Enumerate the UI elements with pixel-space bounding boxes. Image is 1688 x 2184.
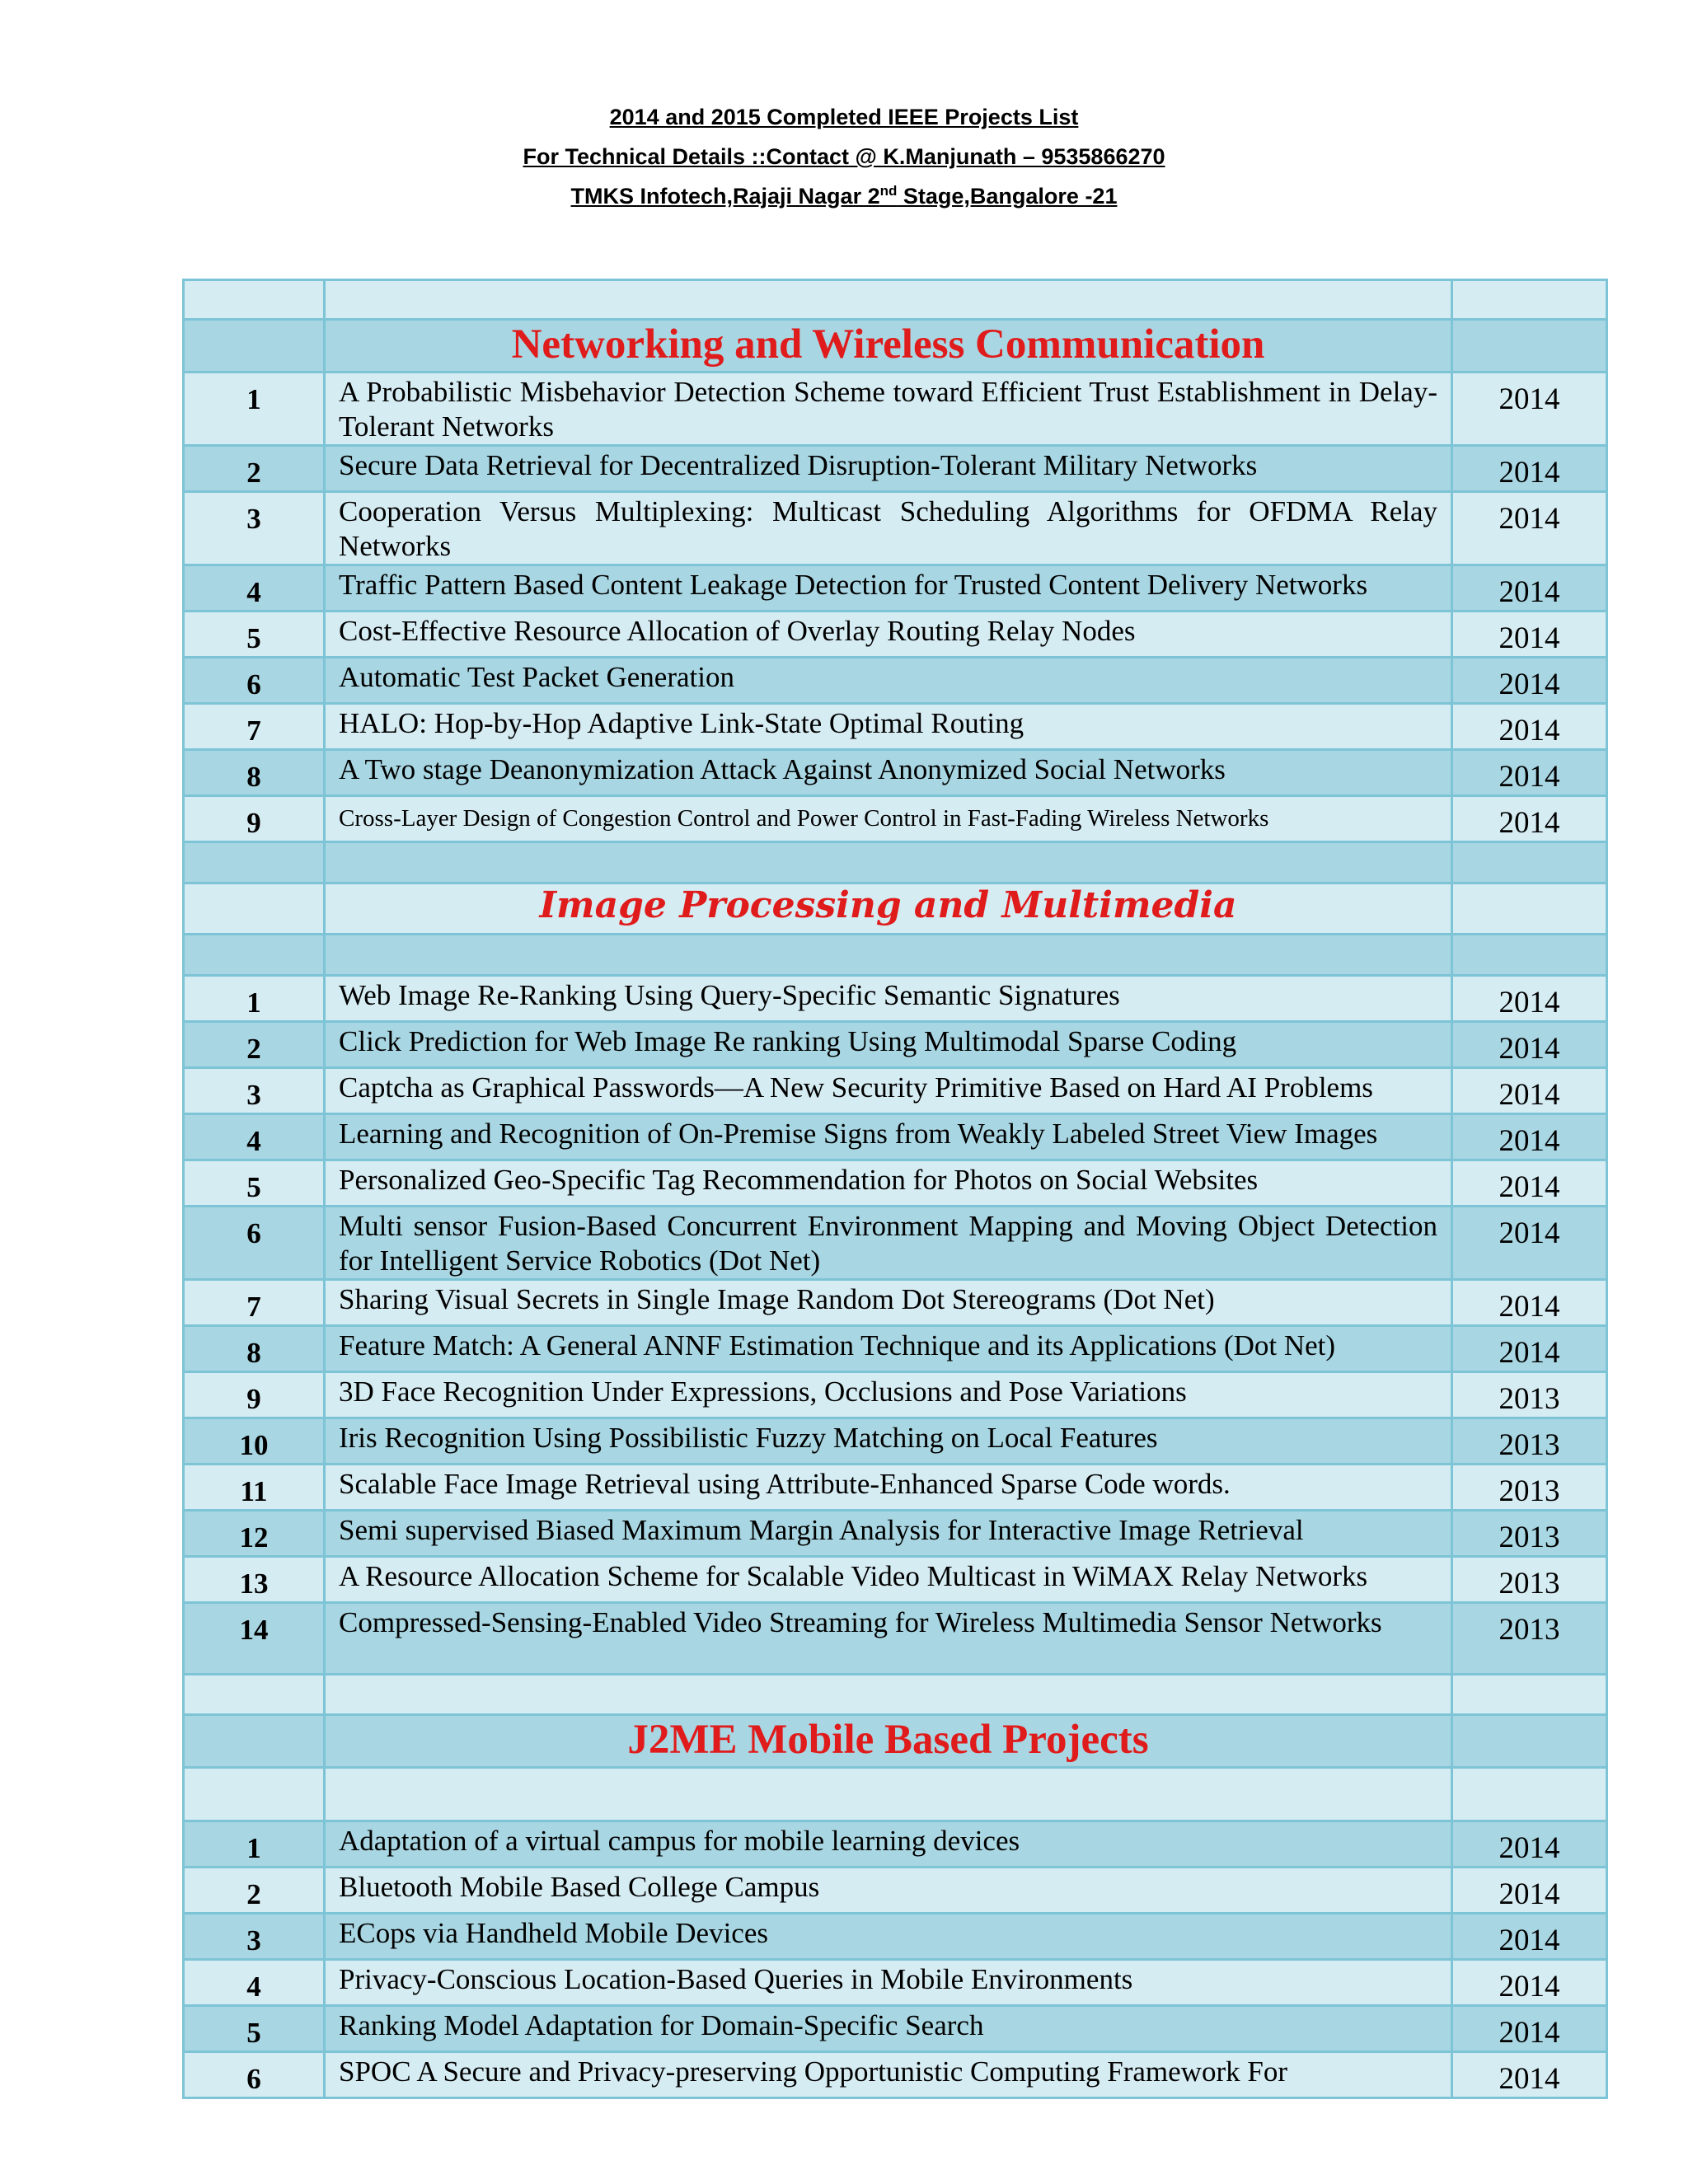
project-title: Click Prediction for Web Image Re ranking Using Multimodal Sparse Coding [325, 1022, 1452, 1068]
row-number: 4 [184, 565, 325, 612]
project-year: 2014 [1452, 796, 1607, 842]
table-row [184, 658, 1607, 704]
table-row [184, 492, 1607, 565]
row-number: 4 [184, 1960, 325, 2006]
row-number: 2 [184, 1868, 325, 1914]
spacer-row [184, 1675, 1607, 1715]
project-year: 2014 [1452, 1022, 1607, 1068]
table-row [184, 612, 1607, 658]
spacer-row [184, 935, 1607, 976]
header-contact: For Technical Details ::Contact @ K.Manjunath – 9535866270 [523, 144, 1165, 169]
table-row [184, 1914, 1607, 1960]
project-year: 2014 [1452, 658, 1607, 704]
section-title-image-processing: Image Processing and Multimedia [325, 883, 1452, 935]
spacer-row [184, 280, 1607, 320]
project-title: Iris Recognition Using Possibilistic Fuzzy Matching on Local Features [325, 1418, 1452, 1465]
project-year: 2013 [1452, 1465, 1607, 1511]
table-row [184, 1603, 1607, 1675]
spacer-row [184, 1768, 1607, 1821]
project-title: Scalable Face Image Retrieval using Attribute-Enhanced Sparse Code words. [325, 1465, 1452, 1511]
project-title: Personalized Geo-Specific Tag Recommendation for Photos on Social Websites [325, 1160, 1452, 1207]
row-number: 11 [184, 1465, 325, 1511]
project-title: Cooperation Versus Multiplexing: Multicast Scheduling Algorithms for OFDMA Relay Networks [325, 492, 1452, 565]
project-title: A Resource Allocation Scheme for Scalable Video Multicast in WiMAX Relay Networks [325, 1557, 1452, 1603]
table-row [184, 1372, 1607, 1418]
row-number: 5 [184, 2006, 325, 2052]
section-title-j2me: J2ME Mobile Based Projects [325, 1715, 1452, 1768]
table-row [184, 1068, 1607, 1114]
table-row [184, 1160, 1607, 1207]
row-number: 10 [184, 1418, 325, 1465]
address-main: TMKS Infotech,Rajaji Nagar 2 [570, 184, 880, 209]
project-year: 2014 [1452, 446, 1607, 492]
row-number: 7 [184, 1280, 325, 1326]
table-row [184, 796, 1607, 842]
project-title: Cost-Effective Resource Allocation of Overlay Routing Relay Nodes [325, 612, 1452, 658]
row-number: 5 [184, 1160, 325, 1207]
project-title: Ranking Model Adaptation for Domain-Specific Search [325, 2006, 1452, 2052]
projects-table [182, 279, 1608, 2099]
row-number: 4 [184, 1114, 325, 1160]
row-number: 12 [184, 1511, 325, 1557]
table-row [184, 1326, 1607, 1372]
table-row [184, 1114, 1607, 1160]
table-row [184, 976, 1607, 1022]
table-row [184, 1465, 1607, 1511]
project-year: 2014 [1452, 1280, 1607, 1326]
project-title: Multi sensor Fusion-Based Concurrent Environment Mapping and Moving Object Detection for Intelligent Service Robotics (Dot Net) [325, 1207, 1452, 1280]
row-number: 1 [184, 1821, 325, 1868]
table-row [184, 2052, 1607, 2098]
header-title: 2014 and 2015 Completed IEEE Projects List [609, 105, 1079, 129]
row-number: 7 [184, 704, 325, 750]
row-number: 6 [184, 658, 325, 704]
table-row [184, 446, 1607, 492]
project-year: 2014 [1452, 1821, 1607, 1868]
project-year: 2013 [1452, 1372, 1607, 1418]
row-number: 13 [184, 1557, 325, 1603]
row-number: 2 [184, 446, 325, 492]
project-year: 2014 [1452, 750, 1607, 796]
header-address [0, 176, 1688, 216]
project-title: SPOC A Secure and Privacy-preserving Opportunistic Computing Framework For [325, 2052, 1452, 2098]
row-number: 9 [184, 796, 325, 842]
section-header-row [184, 1715, 1607, 1768]
table-row [184, 565, 1607, 612]
project-year: 2014 [1452, 2006, 1607, 2052]
project-year: 2014 [1452, 612, 1607, 658]
project-title: A Probabilistic Misbehavior Detection Scheme toward Efficient Trust Establishment in Delay-Tolerant Networks [325, 373, 1452, 446]
project-year: 2013 [1452, 1418, 1607, 1465]
project-title: Sharing Visual Secrets in Single Image Random Dot Stereograms (Dot Net) [325, 1280, 1452, 1326]
section-header-row [184, 883, 1607, 935]
project-year: 2014 [1452, 565, 1607, 612]
spacer-row [184, 842, 1607, 883]
project-year: 2014 [1452, 1207, 1607, 1280]
row-number: 6 [184, 2052, 325, 2098]
section-header-row [184, 320, 1607, 373]
project-year: 2014 [1452, 492, 1607, 565]
row-number: 8 [184, 1326, 325, 1372]
project-year: 2014 [1452, 1160, 1607, 1207]
row-number: 8 [184, 750, 325, 796]
project-title: Adaptation of a virtual campus for mobile learning devices [325, 1821, 1452, 1868]
row-number: 5 [184, 612, 325, 658]
project-year: 2013 [1452, 1557, 1607, 1603]
project-title: Privacy-Conscious Location-Based Queries in Mobile Environments [325, 1960, 1452, 2006]
project-year: 2013 [1452, 1603, 1607, 1675]
row-number: 9 [184, 1372, 325, 1418]
table-row [184, 750, 1607, 796]
table-row [184, 1418, 1607, 1465]
address-tail: Stage,Bangalore -21 [897, 184, 1118, 209]
project-title: 3D Face Recognition Under Expressions, Occlusions and Pose Variations [325, 1372, 1452, 1418]
table-row [184, 1821, 1607, 1868]
table-row [184, 1022, 1607, 1068]
table-row [184, 1207, 1607, 1280]
project-year: 2014 [1452, 1868, 1607, 1914]
project-title: Learning and Recognition of On-Premise Signs from Weakly Labeled Street View Images [325, 1114, 1452, 1160]
project-year: 2014 [1452, 1068, 1607, 1114]
row-number: 6 [184, 1207, 325, 1280]
section-title-networking: Networking and Wireless Communication [325, 320, 1452, 373]
project-title: HALO: Hop-by-Hop Adaptive Link-State Optimal Routing [325, 704, 1452, 750]
project-title: Secure Data Retrieval for Decentralized Disruption-Tolerant Military Networks [325, 446, 1452, 492]
project-title: Compressed-Sensing-Enabled Video Streaming for Wireless Multimedia Sensor Networks [325, 1603, 1452, 1675]
project-year: 2014 [1452, 2052, 1607, 2098]
project-year: 2014 [1452, 373, 1607, 446]
row-number: 3 [184, 1068, 325, 1114]
project-title: ECops via Handheld Mobile Devices [325, 1914, 1452, 1960]
project-year: 2014 [1452, 1960, 1607, 2006]
project-title: Traffic Pattern Based Content Leakage Detection for Trusted Content Delivery Networks [325, 565, 1452, 612]
project-title: Web Image Re-Ranking Using Query-Specific Semantic Signatures [325, 976, 1452, 1022]
document-header [0, 97, 1688, 216]
project-title: A Two stage Deanonymization Attack Against Anonymized Social Networks [325, 750, 1452, 796]
row-number: 3 [184, 1914, 325, 1960]
table-row [184, 1511, 1607, 1557]
project-year: 2014 [1452, 1114, 1607, 1160]
project-year: 2014 [1452, 976, 1607, 1022]
row-number: 14 [184, 1603, 325, 1675]
row-number: 1 [184, 373, 325, 446]
table-row [184, 1280, 1607, 1326]
project-title: Feature Match: A General ANNF Estimation Technique and its Applications (Dot Net) [325, 1326, 1452, 1372]
table-row [184, 1557, 1607, 1603]
project-year: 2013 [1452, 1511, 1607, 1557]
table-row [184, 373, 1607, 446]
row-number: 1 [184, 976, 325, 1022]
project-title: Cross-Layer Design of Congestion Control and Power Control in Fast-Fading Wireless Networks [325, 796, 1452, 842]
project-title: Captcha as Graphical Passwords—A New Security Primitive Based on Hard AI Problems [325, 1068, 1452, 1114]
table-row [184, 1960, 1607, 2006]
project-title: Semi supervised Biased Maximum Margin Analysis for Interactive Image Retrieval [325, 1511, 1452, 1557]
project-year: 2014 [1452, 704, 1607, 750]
project-title: Bluetooth Mobile Based College Campus [325, 1868, 1452, 1914]
table-row [184, 704, 1607, 750]
project-year: 2014 [1452, 1914, 1607, 1960]
project-year: 2014 [1452, 1326, 1607, 1372]
table-row [184, 2006, 1607, 2052]
address-ordinal-sup: nd [879, 183, 898, 199]
table-row [184, 1868, 1607, 1914]
row-number: 2 [184, 1022, 325, 1068]
row-number: 3 [184, 492, 325, 565]
project-title: Automatic Test Packet Generation [325, 658, 1452, 704]
